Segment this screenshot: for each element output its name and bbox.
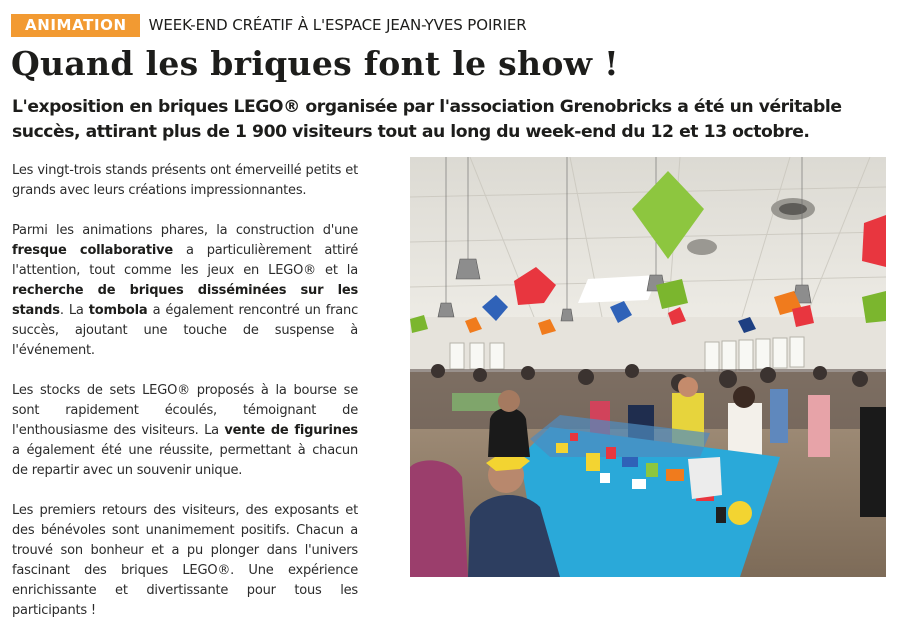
article-title: Quand les briques font le show ! xyxy=(11,44,619,83)
display-sign xyxy=(688,457,722,499)
article-body xyxy=(12,161,358,641)
exhibition-hall-illustration xyxy=(410,157,886,577)
lamp xyxy=(456,259,480,279)
article-lead: L'exposition en briques LEGO® organisée par l'association Grenobricks a été un véritable succès, attirant plus de 1 900 visiteurs tout au long du week-end du 12 et 13 octobre. xyxy=(12,97,842,142)
visitor-purple-jacket xyxy=(410,460,468,577)
visitor-head xyxy=(733,386,755,408)
event-photo xyxy=(410,157,886,577)
paragraph-2-text-a: Parmi les animations phares, la construction d'une xyxy=(12,223,358,238)
ceiling-vent-inner xyxy=(779,203,807,215)
highlight-fresque: fresque collaborative xyxy=(12,243,174,258)
paragraph-2-text-d: a également rencontré un franc succès, ajoutant une touche de suspense à l'événement. xyxy=(12,303,359,358)
paragraph-4 xyxy=(12,501,358,621)
visitor-blue xyxy=(770,389,788,443)
paragraph-2-text-c: . La xyxy=(59,303,89,318)
highlight-tombola: tombola xyxy=(88,303,148,318)
skylight xyxy=(578,275,658,303)
cube-red-edge xyxy=(862,215,886,267)
highlight-recherche: recherche de briques disséminées sur les stands xyxy=(12,283,358,318)
visitor-head xyxy=(678,377,698,397)
paragraph-2 xyxy=(12,221,358,361)
article-kicker xyxy=(11,13,527,37)
paragraph-1-text: Les vingt-trois stands présents ont émerveillé petits et grands avec leurs créations impressionnantes. xyxy=(12,163,358,198)
kicker-text: WEEK-END CRÉATIF À L'ESPACE JEAN-YVES POIRIER xyxy=(148,16,527,34)
section-tag: ANIMATION xyxy=(11,14,140,37)
highlight-figurines: vente de figurines xyxy=(224,423,358,438)
visitor-head xyxy=(498,390,520,412)
paragraph-3 xyxy=(12,381,358,481)
paragraph-2-text-b: a particulièrement attiré l'attention, tout comme les jeux en LEGO® et la xyxy=(12,243,358,278)
lamp xyxy=(561,309,573,321)
visitor-right xyxy=(860,407,886,517)
paragraph-3-text-b: a également été une réussite, permettant à chacun de repartir avec un souvenir unique. xyxy=(12,443,358,478)
cube-red-small xyxy=(792,305,814,327)
visitor-pink xyxy=(808,395,830,457)
paragraph-1 xyxy=(12,161,358,201)
paragraph-4-text: Les premiers retours des visiteurs, des exposants et des bénévoles sont unanimement positifs. Chacun a trouvé son bonheur et a pu plonger dans l'univers fascinant des briques LEGO®. Une expérience enrichissante et divertissante pour tous les participants ! xyxy=(12,503,358,618)
paragraph-3-text-a: Les stocks de sets LEGO® proposés à la bourse se sont rapidement écoulés, témoignant de l'enthousiasme des visiteurs. La xyxy=(12,383,358,438)
ceiling-vent xyxy=(687,239,717,255)
visitor-standing xyxy=(488,408,530,457)
lamp xyxy=(438,303,454,317)
